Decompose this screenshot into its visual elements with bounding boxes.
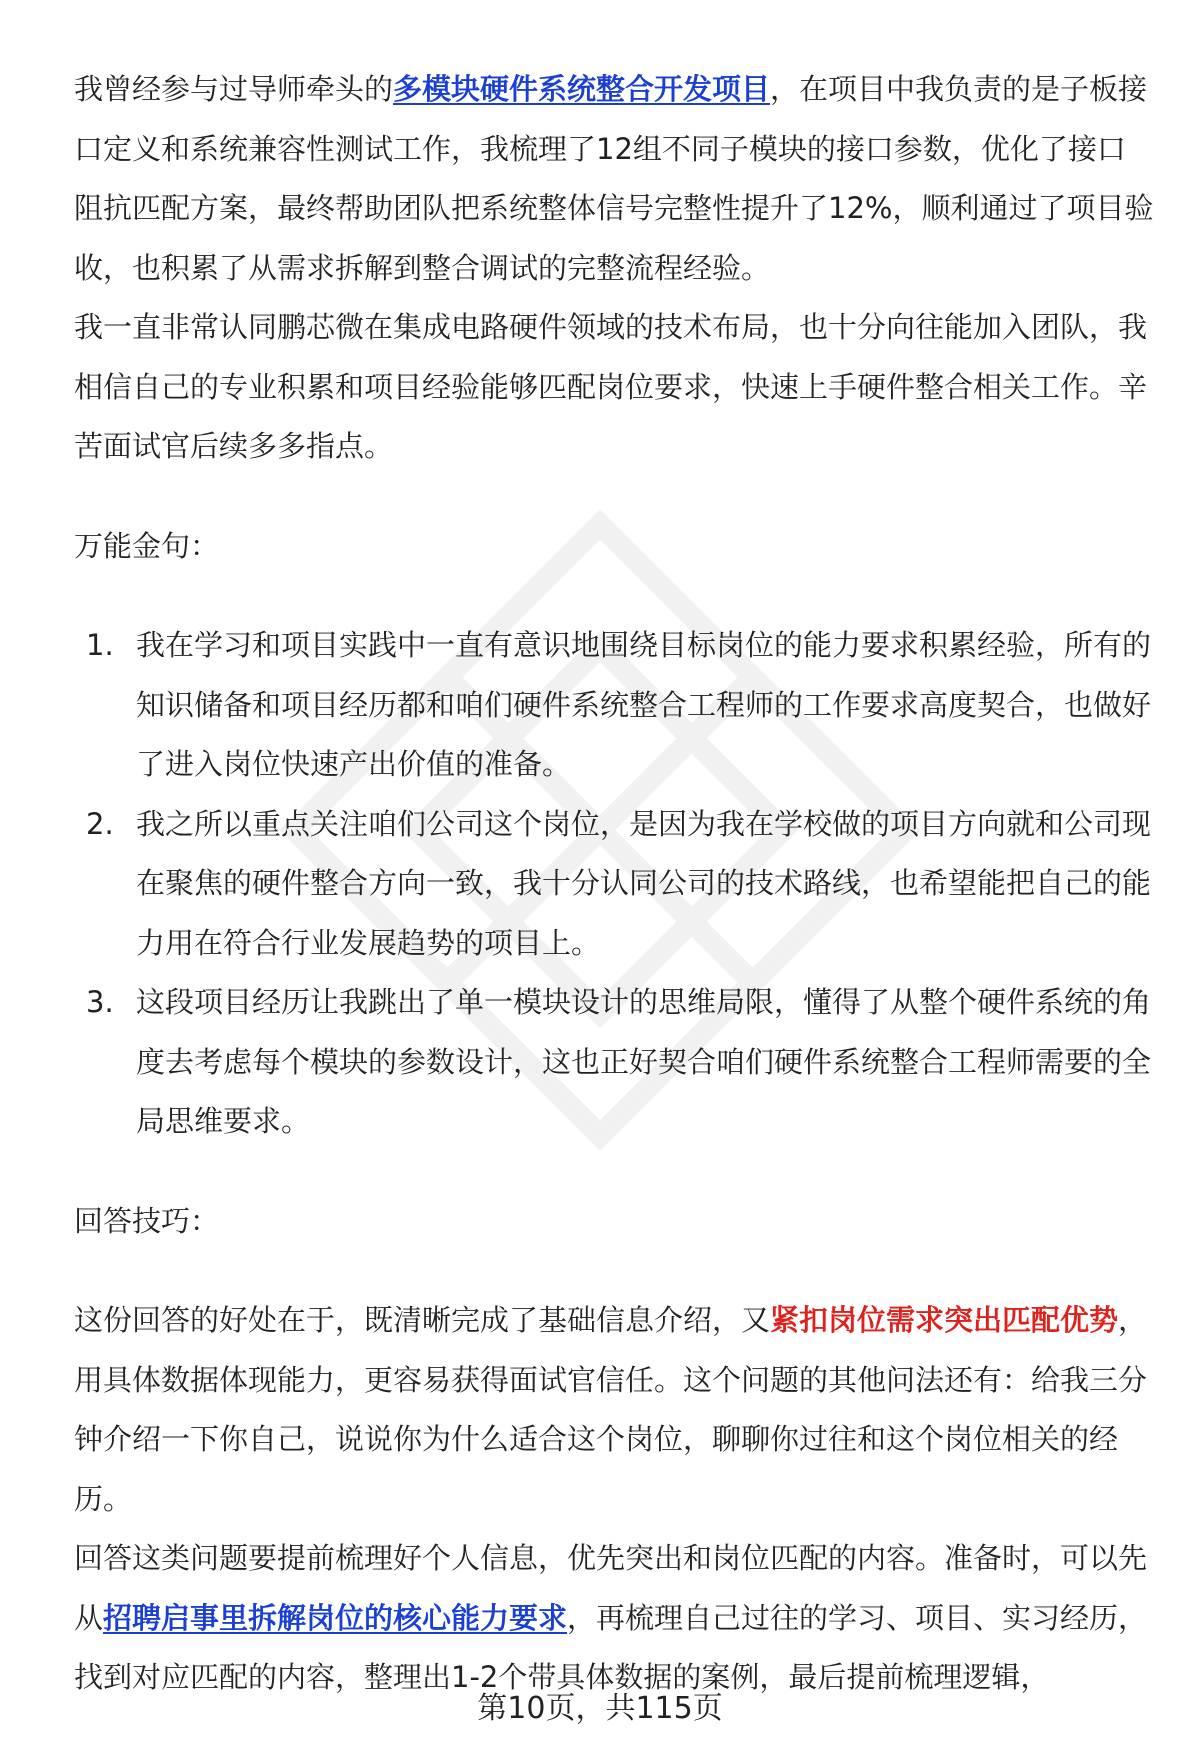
document-body [74,60,1154,1708]
paragraph-preparation-advice [74,1529,1154,1708]
paragraph-text: 这份回答的好处在于，既清晰完成了基础信息介绍，又 [74,1303,771,1337]
list-item [74,616,1154,795]
list-text: 我之所以重点关注咱们公司这个岗位，是因为我在学校做的项目方向就和公司现在聚焦的硬件整合方向一致，我十分认同公司的技术路线，也希望能把自己的能力用在符合行业发展趋势的项目上。 [136,806,1152,960]
list-item [74,795,1154,974]
paragraph-text: 回答这类问题要提前梳理好个人信息，优先突出和岗位匹配的内容。准备时，可以先从 [74,1541,1148,1635]
paragraph-project-experience [74,60,1154,298]
list-number: 1. [86,628,114,662]
heading-answer-tips: 回答技巧： [74,1203,220,1238]
page-number-footer: 第10页，共115页 [477,1691,723,1726]
highlight-red-emphasis: 紧扣岗位需求突出匹配优势 [770,1303,1119,1337]
list-text: 这段项目经历让我跳出了单一模块设计的思维局限，懂得了从整个硬件系统的角度去考虑每个模块的参数设计，这也正好契合咱们硬件系统整合工程师需要的全局思维要求。 [136,985,1152,1138]
highlight-project-link[interactable]: 多模块硬件系统整合开发项目 [393,72,771,106]
golden-sentence-list [74,616,1154,1152]
paragraph-answer-benefit [74,1291,1154,1529]
list-item [74,973,1154,1152]
paragraph-company-motivation: 我一直非常认同鹏芯微在集成电路硬件领域的技术布局，也十分向往能加入团队，我相信自己的专业积累和项目经验能够匹配岗位要求，快速上手硬件整合相关工作。辛苦面试官后续多多指点。 [74,310,1148,463]
list-number: 3. [86,985,114,1019]
paragraph-text: ，用具体数据体现能力，更容易获得面试官信任。这个问题的其他问法还有：给我三分钟介绍一下你自己，说说你为什么适合这个岗位，聊聊你过往和这个岗位相关的经历。 [74,1303,1148,1516]
highlight-job-requirements-link[interactable]: 招聘启事里拆解岗位的核心能力要求 [103,1600,568,1635]
list-number: 2. [86,806,114,841]
list-text: 我在学习和项目实践中一直有意识地围绕目标岗位的能力要求积累经验，所有的知识储备和项目经历都和咱们硬件系统整合工程师的工作要求高度契合，也做好了进入岗位快速产出价值的准备。 [136,628,1152,781]
paragraph-text: 我曾经参与过导师牵头的 [74,72,394,106]
heading-golden-sentences: 万能金句： [74,528,220,563]
paragraph-text: ，再梳理自己过往的学习、项目、实习经历，找到对应匹配的内容，整理出1-2个带具体数据的案例，最后提前梳理逻辑， [74,1600,1148,1694]
paragraph-text: ，在项目中我负责的是子板接口定义和系统兼容性测试工作，我梳理了12组不同子模块的接口参数，优化了接口阻抗匹配方案，最终帮助团队把系统整体信号完整性提升了12%，顺利通过了项目验收，也积累了从需求拆解到整合调试的完整流程经验。 [74,72,1154,285]
